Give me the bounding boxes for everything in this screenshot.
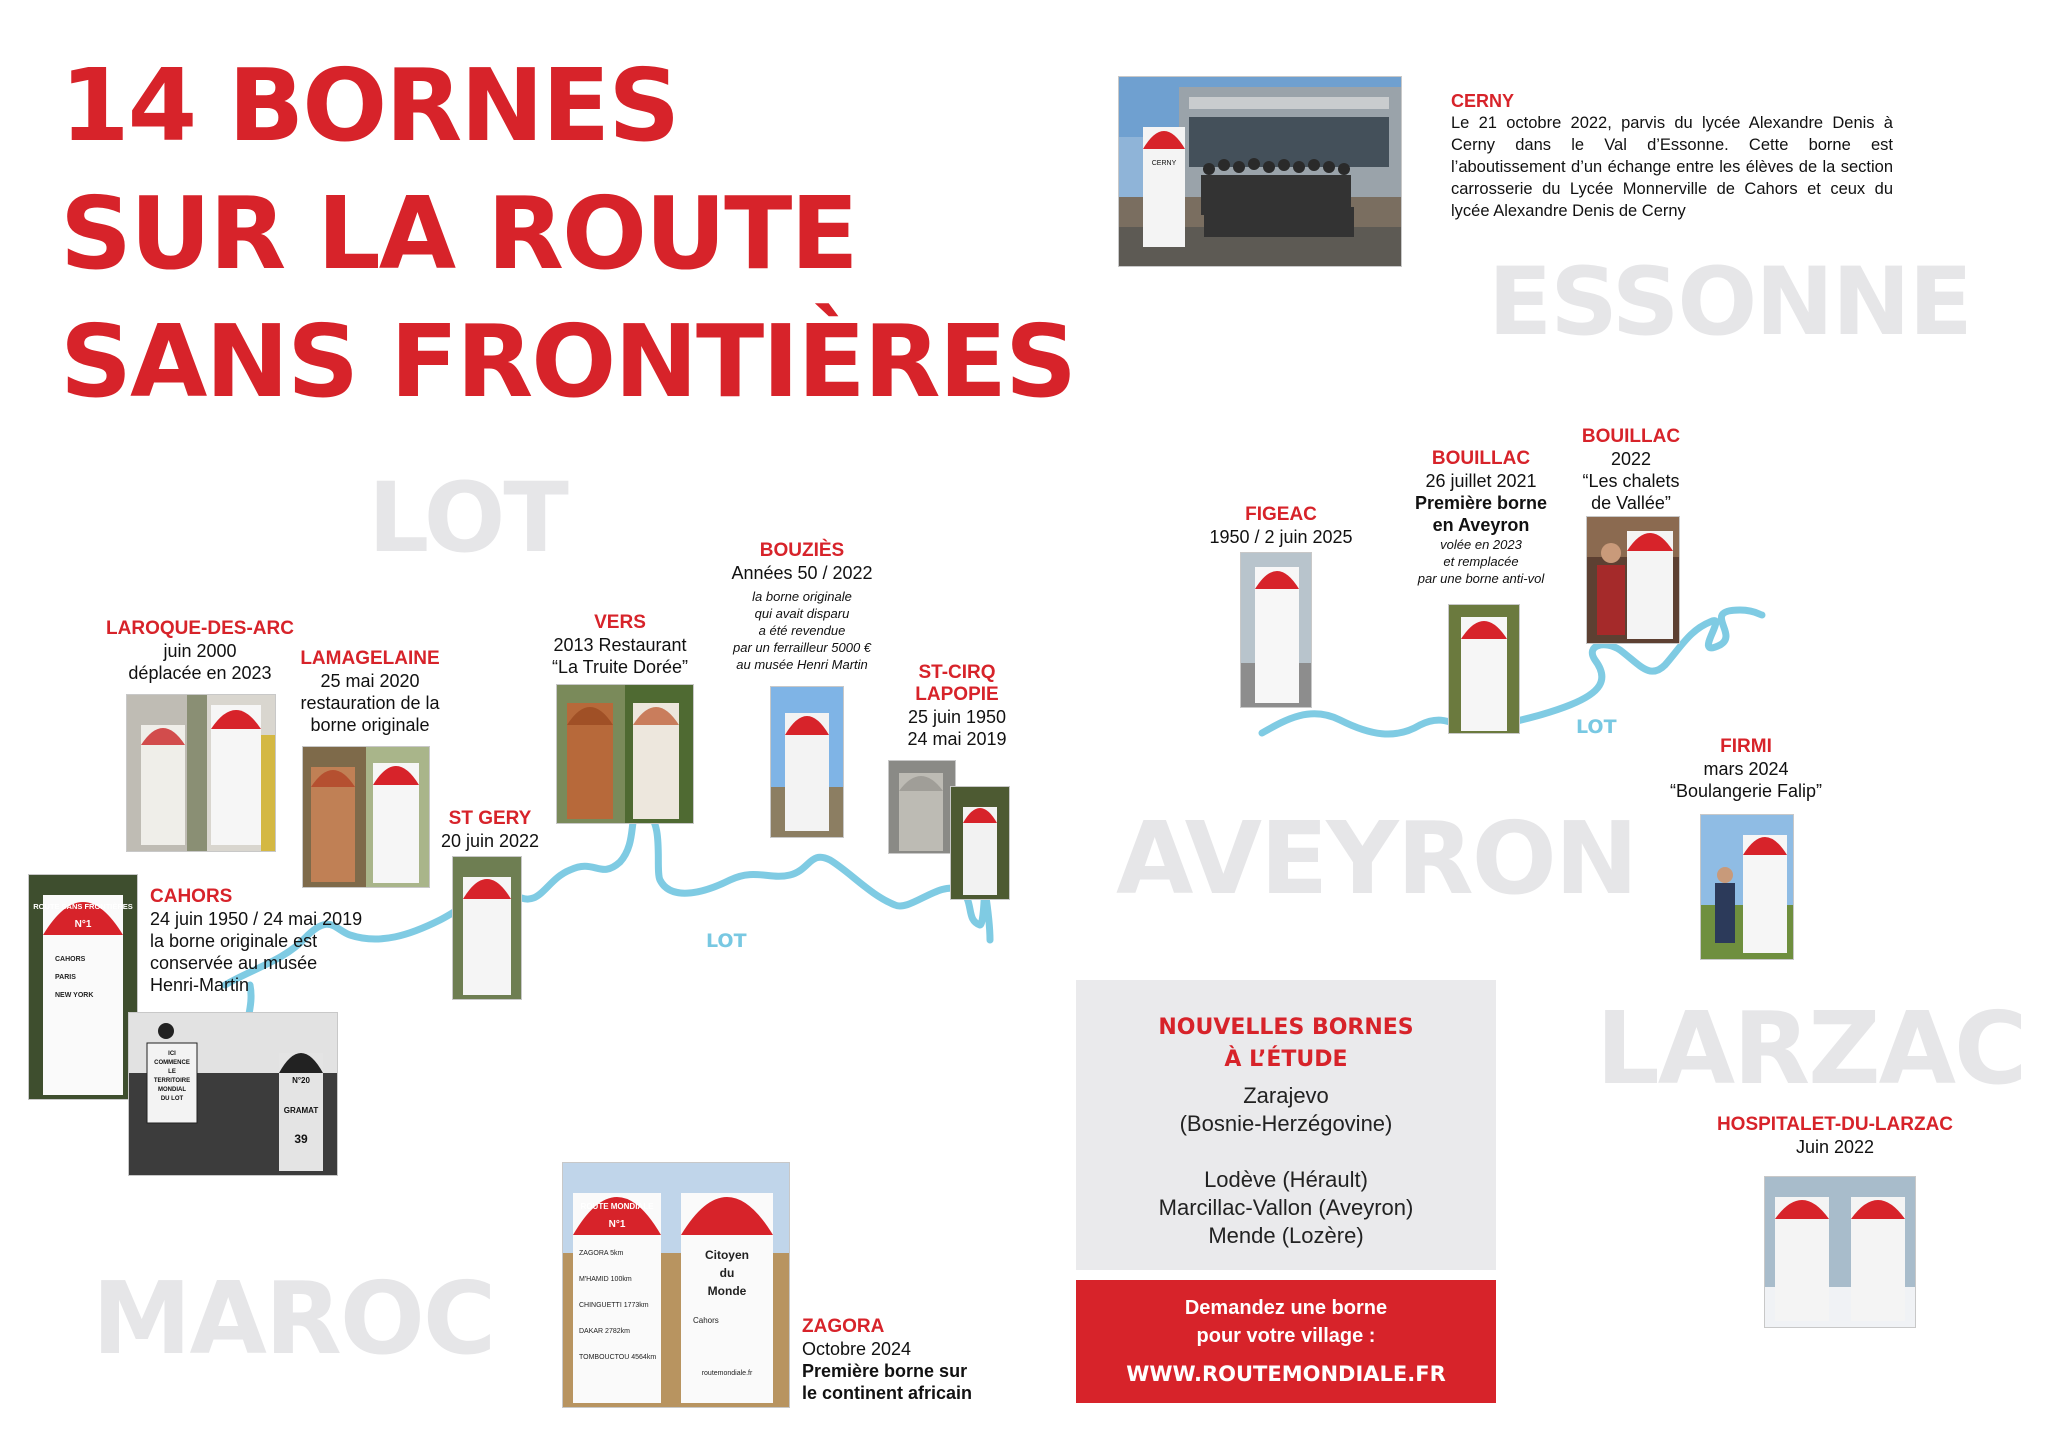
new-bornes-title-2: À L’ÉTUDE — [1224, 1047, 1348, 1072]
vers-note: “La Truite Dorée” — [551, 657, 689, 677]
title-line-2: SUR LA ROUTE — [60, 175, 857, 292]
cahors-caption — [150, 886, 380, 996]
bouillac1-note-3: par une borne anti-vol — [1417, 571, 1545, 586]
citoyen-row: Cahors — [693, 1316, 719, 1325]
laroque-note: déplacée en 2023 — [128, 663, 272, 683]
laroque-date: juin 2000 — [163, 641, 237, 661]
bouillac1-note-2: et remplacée — [1443, 554, 1519, 569]
bouillac2-note-1: “Les chalets — [1582, 471, 1680, 491]
cahors-note-3: Henri-Martin — [150, 975, 250, 995]
bouzies-note-1: la borne originale — [752, 589, 852, 604]
vers-caption — [540, 612, 700, 678]
citoyen-line-1: Citoyen — [704, 1248, 750, 1262]
cta-line-1: Demandez une borne — [1184, 1297, 1388, 1319]
bouillac2-note-2: de Vallée” — [1591, 493, 1671, 513]
bouzies-note-3: a été revendue — [758, 623, 846, 638]
region-aveyron: AVEYRON — [1116, 800, 1637, 917]
new-borne-lodeve: Lodève (Hérault) — [1204, 1167, 1368, 1192]
river-label-lot-west: LOT — [706, 930, 747, 952]
lamagelaine-date: 25 mai 2020 — [320, 671, 420, 691]
stcirq-date-1: 25 juin 1950 — [907, 707, 1007, 727]
cahors-borne-head: ROUTE SANS FRONTIÈRES — [33, 902, 133, 911]
bw-sign-1: ICI — [168, 1051, 176, 1057]
zagora-row-1: ZAGORA 5km — [579, 1250, 624, 1257]
zagora-date: Octobre 2024 — [802, 1339, 912, 1359]
cahors-borne-row-2: PARIS — [55, 974, 76, 981]
photo-cahors-historic — [128, 1012, 338, 1176]
bw-stone-3: 39 — [294, 1132, 308, 1146]
zagora-row-5: TOMBOUCTOU 4564km — [579, 1354, 657, 1361]
bouzies-date: Années 50 / 2022 — [731, 563, 873, 583]
hospitalet-caption — [1700, 1114, 1970, 1158]
bouzies-note-5: au musée Henri Martin — [736, 657, 868, 672]
bouillac2-place: BOUILLAC — [1581, 426, 1681, 447]
region-essonne: ESSONNE — [1488, 248, 1971, 357]
cerny-caption — [1451, 90, 1893, 222]
lamagelaine-caption — [280, 648, 460, 736]
photo-bouillac2 — [1586, 516, 1680, 644]
cahors-borne-row-3: NEW YORK — [55, 992, 94, 999]
bouillac1-first-2: en Aveyron — [1432, 515, 1530, 535]
stgery-date: 20 juin 2022 — [440, 831, 540, 851]
new-borne-bosnie: (Bosnie-Herzégovine) — [1179, 1111, 1393, 1136]
laroque-place: LAROQUE-DES-ARC — [106, 618, 294, 639]
title-line-3: SANS FRONTIÈRES — [60, 303, 1076, 420]
vers-place: VERS — [594, 612, 646, 633]
photo-figeac — [1240, 552, 1312, 708]
bouillac1-place: BOUILLAC — [1431, 448, 1531, 469]
photo-hospitalet — [1764, 1176, 1916, 1328]
photo-firmi — [1700, 814, 1794, 960]
citoyen-line-3: Monde — [707, 1284, 747, 1298]
bouillac2-date: 2022 — [1610, 449, 1652, 469]
new-borne-marcillac: Marcillac-Vallon (Aveyron) — [1158, 1195, 1414, 1220]
cahors-note-2: conservée au musée — [150, 953, 318, 973]
bw-sign-3: LE — [168, 1069, 176, 1075]
bw-sign-5: MONDIAL — [158, 1087, 186, 1093]
stcirq-place-2: LAPOPIE — [915, 684, 999, 705]
cta-box — [1076, 1280, 1496, 1403]
river-label-lot-east: LOT — [1576, 716, 1617, 738]
photo-laroque — [126, 694, 276, 852]
bw-stone-1: N°20 — [292, 1076, 310, 1085]
title-line-1: 14 BORNES — [60, 47, 679, 164]
lamagelaine-note-2: borne originale — [310, 715, 430, 735]
citoyen-line-2: du — [719, 1266, 735, 1280]
cahors-dates: 24 juin 1950 / 24 mai 2019 — [150, 909, 363, 929]
photo-bouzies — [770, 686, 844, 838]
bw-sign-4: TERRITOIRE — [153, 1078, 191, 1084]
photo-stgery — [452, 856, 522, 1000]
zagora-place: ZAGORA — [802, 1316, 885, 1337]
cahors-borne-no: N°1 — [74, 919, 92, 930]
region-larzac: LARZAC — [1596, 990, 2026, 1107]
website-link[interactable]: WWW.ROUTEMONDIALE.FR — [1126, 1362, 1446, 1386]
region-lot: LOT — [368, 462, 567, 574]
zagora-row-2: M'HAMID 100km — [579, 1276, 632, 1283]
photo-stcirq-new — [950, 786, 1010, 900]
zagora-first-1: Première borne sur — [802, 1361, 968, 1381]
bouzies-caption — [712, 540, 892, 673]
bouillac1-date: 26 juillet 2021 — [1425, 471, 1537, 491]
zagora-row-3: CHINGUETTI 1773km — [579, 1302, 649, 1309]
firmi-note: “Boulangerie Falip” — [1669, 781, 1823, 801]
figeac-dates: 1950 / 2 juin 2025 — [1209, 527, 1353, 547]
cerny-text: Le 21 octobre 2022, parvis du lycée Alexandre Denis à Cerny dans le Val d’Essonne. Cette borne est l’aboutissement d’un échange entre les élèves de la section carrosserie du Lycée Monnerville de Cahors et ceux du lycée Alexandre Denis de Cerny — [1451, 114, 1893, 220]
lamagelaine-place: LAMAGELAINE — [300, 648, 440, 669]
new-borne-mende: Mende (Lozère) — [1208, 1223, 1364, 1248]
lamagelaine-note-1: restauration de la — [300, 693, 440, 713]
zagora-borne-no: N°1 — [608, 1219, 626, 1230]
cerny-borne-label: CERNY — [1151, 160, 1177, 167]
bouillac1-first-1: Première borne — [1414, 493, 1548, 513]
stcirq-place-1: ST-CIRQ — [918, 662, 996, 683]
stcirq-caption — [892, 662, 1022, 750]
vers-date: 2013 Restaurant — [553, 635, 687, 655]
photo-cahors-borne — [28, 874, 138, 1100]
stcirq-date-2: 24 mai 2019 — [907, 729, 1007, 749]
photo-vers — [556, 684, 694, 824]
cerny-place: CERNY — [1451, 91, 1515, 111]
stgery-caption — [430, 808, 550, 852]
cta-line-2: pour votre village : — [1196, 1325, 1376, 1347]
stgery-place: ST GERY — [448, 808, 532, 829]
photo-lamagelaine — [302, 746, 430, 888]
figeac-place: FIGEAC — [1245, 504, 1317, 525]
hospitalet-date: Juin 2022 — [1795, 1137, 1875, 1157]
hospitalet-place: HOSPITALET-DU-LARZAC — [1716, 1114, 1954, 1135]
bw-sign-6: DU LOT — [160, 1096, 184, 1102]
laroque-caption — [100, 618, 300, 684]
photo-stcirq-old — [888, 760, 956, 854]
zagora-first-2: le continent africain — [802, 1383, 973, 1403]
cahors-note-1: la borne originale est — [150, 931, 318, 951]
bouzies-note-4: par un ferrailleur 5000 € — [732, 640, 872, 655]
zagora-caption — [802, 1316, 1002, 1404]
zagora-row-4: DAKAR 2782km — [579, 1328, 630, 1335]
firmi-caption — [1666, 736, 1826, 802]
bouillac1-note-1: volée en 2023 — [1440, 537, 1522, 552]
bouzies-note-2: qui avait disparu — [754, 606, 850, 621]
bouillac1-caption — [1396, 448, 1566, 587]
region-maroc: MAROC — [92, 1260, 495, 1377]
citoyen-url: routemondiale.fr — [701, 1370, 753, 1377]
bouillac2-caption — [1556, 426, 1706, 514]
firmi-place: FIRMI — [1720, 736, 1772, 757]
firmi-date: mars 2024 — [1703, 759, 1789, 779]
photo-cerny-group — [1118, 76, 1402, 267]
figeac-caption — [1196, 504, 1366, 548]
photo-bouillac1 — [1448, 604, 1520, 734]
cahors-borne-row-1: CAHORS — [55, 956, 86, 963]
zagora-borne-head: ROUTE MONDIALE — [580, 1202, 654, 1211]
photo-zagora — [562, 1162, 790, 1408]
new-borne-zarajevo: Zarajevo — [1243, 1083, 1329, 1108]
new-bornes-box — [1076, 980, 1496, 1270]
new-bornes-title-1: NOUVELLES BORNES — [1158, 1015, 1414, 1040]
bouzies-place: BOUZIÈS — [759, 540, 845, 561]
cahors-place: CAHORS — [150, 886, 233, 907]
bw-stone-2: GRAMAT — [283, 1106, 319, 1115]
bw-sign-2: COMMENCE — [154, 1060, 190, 1066]
